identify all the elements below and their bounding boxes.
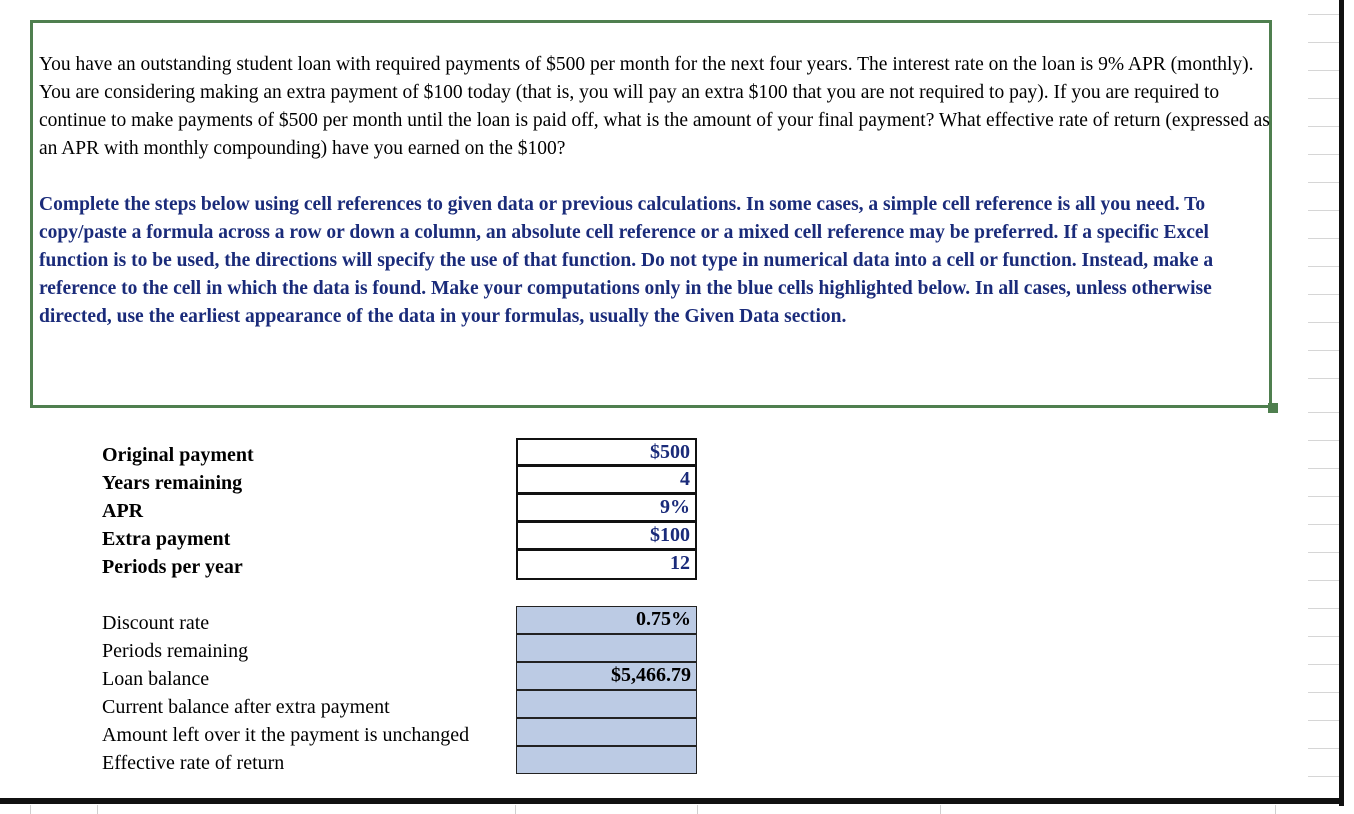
label-periods-per-year: Periods per year: [102, 556, 243, 578]
label-effective-rate: Effective rate of return: [102, 752, 285, 774]
label-years-remaining: Years remaining: [102, 472, 243, 494]
text-box-content: [39, 51, 1271, 331]
sheet-right-border: [1339, 0, 1344, 806]
cell-discount-rate[interactable]: 0.75%: [516, 606, 697, 634]
label-loan-balance: Loan balance: [102, 668, 210, 690]
cell-periods-remaining[interactable]: [516, 634, 697, 662]
label-current-balance: Current balance after extra payment: [102, 696, 390, 718]
cell-current-balance[interactable]: [516, 690, 697, 718]
cell-periods-per-year[interactable]: 12: [516, 550, 697, 580]
cell-effective-rate[interactable]: [516, 746, 697, 774]
label-periods-remaining: Periods remaining: [102, 640, 249, 662]
problem-statement: You have an outstanding student loan with required payments of $500 per month for the next four years. The interest rate on the loan is 9% APR (monthly). You are considering making an extra payment of $100 today (that is, you will pay an extra $100 that you are not required to pay). If you are required to continue to make payments of $500 per month until the loan is paid off, what is the amount of your final payment? What effective rate of return (expressed as an APR with monthly compounding) have you earned on the $100?: [39, 54, 1270, 159]
label-discount-rate: Discount rate: [102, 612, 210, 634]
instructions-text: Complete the steps below using cell references to given data or previous calculations. In some cases, a simple cell reference is all you need. To copy/paste a formula across a row or down a column, an absolute cell reference or a mixed cell reference may be preferred. If a specific Excel function is to be used, the directions will specify the use of that function. Do not type in numerical data into a cell or function. Instead, make a reference to the cell in which the data is found. Make your computations only in the blue cells highlighted below. In all cases, unless otherwise directed, use the earliest appearance of the data in your formulas, usually the Given Data section.: [39, 194, 1214, 327]
cell-extra-payment[interactable]: $100: [516, 522, 697, 550]
problem-text-box[interactable]: [30, 20, 1272, 408]
cell-years-remaining[interactable]: 4: [516, 466, 697, 494]
sheet-bottom-border: [0, 798, 1344, 804]
cell-apr[interactable]: 9%: [516, 494, 697, 522]
cell-loan-balance[interactable]: $5,466.79: [516, 662, 697, 690]
label-original-payment: Original payment: [102, 444, 254, 466]
label-extra-payment: Extra payment: [102, 528, 231, 550]
resize-handle[interactable]: [1268, 403, 1278, 413]
cell-amount-left-over[interactable]: [516, 718, 697, 746]
label-apr: APR: [102, 500, 144, 522]
label-amount-left-over: Amount left over it the payment is unchanged: [102, 724, 470, 746]
cell-original-payment[interactable]: $500: [516, 438, 697, 466]
